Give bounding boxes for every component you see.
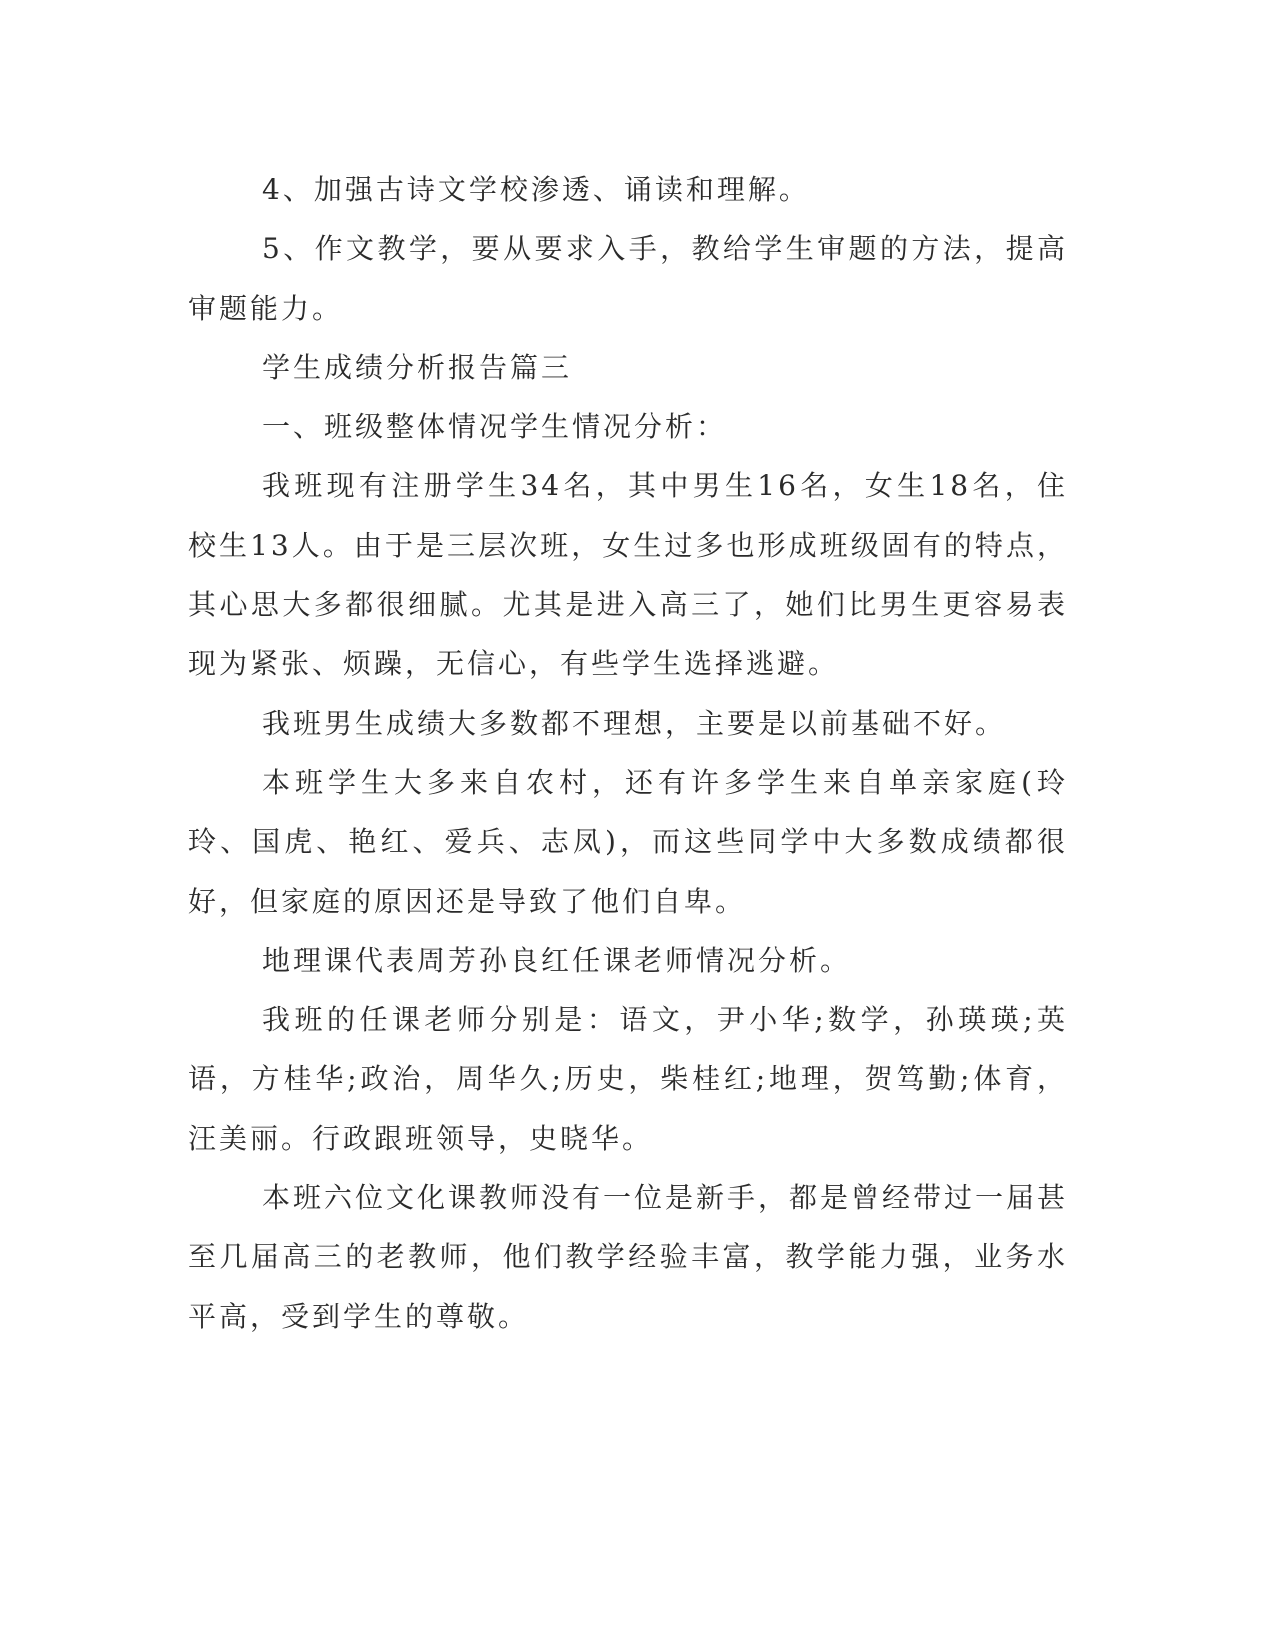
document-body <box>188 160 1068 1346</box>
paragraph-teacher-heading: 地理课代表周芳孙良红任课老师情况分析。 <box>262 943 852 977</box>
subsection-heading: 一、班级整体情况学生情况分析： <box>262 410 728 444</box>
paragraph-class-overview: 我班现有注册学生34名，其中男生16名，女生18名，住校生13人。由于是三层次班，女生过多也形成班级固有的特点，其心思大多都很细腻。尤其是进入高三了，她们比男生更容易表现为紧张、烦躁，无信心，有些学生选择逃避。 <box>188 469 1068 681</box>
paragraph-boys-performance: 我班男生成绩大多数都不理想，主要是以前基础不好。 <box>262 706 1007 740</box>
paragraph-item-4: 4、加强古诗文学校渗透、诵读和理解。 <box>262 173 810 206</box>
section-heading: 学生成绩分析报告篇三 <box>262 350 573 384</box>
paragraph-teacher-experience: 本班六位文化课教师没有一位是新手，都是曾经带过一届甚至几届高三的老教师，他们教学经验丰富，教学能力强，业务水平高，受到学生的尊敬。 <box>188 1181 1069 1333</box>
paragraph-item-5-writing: 5、作文教学，要从要求入手，教给学生审题的方法，提高审题能力。 <box>188 232 1068 325</box>
paragraph-family-background: 本班学生大多来自农村，还有许多学生来自单亲家庭(玲玲、国虎、艳红、爱兵、志凤)，而这些同学中大多数成绩都很好，但家庭的原因还是导致了他们自卑。 <box>188 765 1068 918</box>
paragraph-teacher-list: 我班的任课老师分别是：语文，尹小华;数学，孙瑛瑛;英语，方桂华;政治，周华久;历史，柴桂红;地理，贺笃勤;体育，汪美丽。行政跟班领导，史晓华。 <box>188 1003 1068 1155</box>
